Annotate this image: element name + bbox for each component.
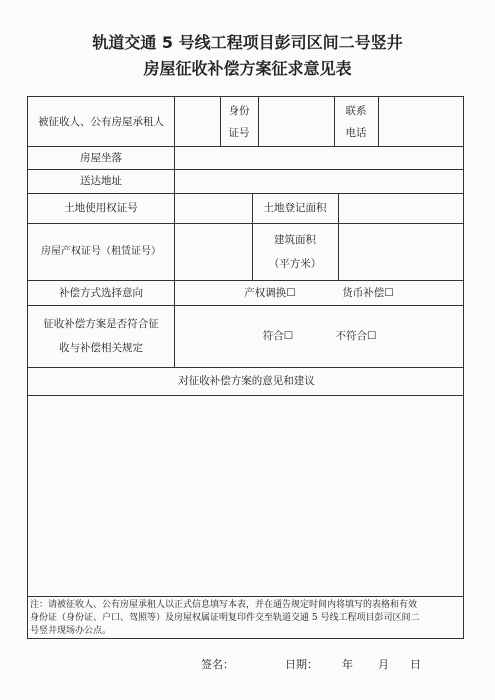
owner-label: 被征收人、公有房屋承租人 bbox=[38, 115, 164, 128]
land-area-label: 土地登记面积 bbox=[263, 202, 327, 214]
form-note bbox=[30, 599, 461, 638]
contact-label-line1: 联系 bbox=[345, 104, 367, 117]
land-cert-label: 土地使用权证号 bbox=[64, 202, 138, 214]
option-property-exchange[interactable]: 产权调换☐ bbox=[244, 286, 296, 299]
form-title-line1: 轨道交通 5 号线工程项目彭司区间二号竖井 bbox=[92, 33, 403, 52]
compliance-label-line1: 征收补偿方案是否符合征 bbox=[43, 318, 159, 330]
note-line1: 注：请被征收人、公有房屋承租人以正式信息填写本表，并在通告规定时间内将填写的表格和有效 bbox=[30, 600, 418, 610]
survey-form-table bbox=[27, 96, 464, 639]
phone-field[interactable] bbox=[378, 97, 465, 146]
note-line3: 号竖井现场办公点。 bbox=[30, 626, 112, 636]
option-compliant[interactable]: 符合☐ bbox=[262, 330, 294, 342]
form-title-line2: 房屋征收补偿方案征求意见表 bbox=[143, 59, 352, 78]
location-label: 房屋坐落 bbox=[80, 151, 122, 164]
month-label: 月 bbox=[378, 658, 389, 671]
day-label: 日 bbox=[410, 658, 421, 671]
land-cert-field[interactable] bbox=[174, 193, 252, 223]
land-area-field[interactable] bbox=[338, 193, 465, 223]
id-label-line1: 身份 bbox=[228, 104, 250, 117]
contact-label-line2: 电话 bbox=[345, 126, 367, 139]
location-field[interactable] bbox=[174, 146, 465, 169]
building-area-label-line1: 建筑面积 bbox=[274, 233, 316, 246]
opinion-header: 对征收补偿方案的意见和建议 bbox=[178, 375, 315, 387]
address-label: 送达地址 bbox=[80, 175, 122, 187]
id-number-field[interactable] bbox=[258, 97, 334, 146]
address-field[interactable] bbox=[174, 169, 465, 193]
signature-label: 签名： bbox=[201, 658, 234, 671]
building-area-field[interactable] bbox=[338, 223, 465, 280]
option-monetary[interactable]: 货币补偿☐ bbox=[342, 286, 394, 299]
note-line2: 身份证（身份证、户口、驾照等）及房屋权属证明复印件交至轨道交通 5 号线工程项目彭司区间二 bbox=[30, 613, 420, 623]
owner-name-field[interactable] bbox=[174, 97, 220, 146]
opinion-textarea[interactable] bbox=[28, 395, 465, 596]
house-cert-label: 房屋产权证号（租赁证号） bbox=[41, 245, 161, 257]
method-label: 补偿方式选择意向 bbox=[59, 286, 143, 299]
house-cert-field[interactable] bbox=[174, 223, 252, 280]
id-label-line2: 证号 bbox=[228, 126, 250, 139]
option-non-compliant[interactable]: 不符合☐ bbox=[335, 330, 377, 342]
building-area-label-line2: （平方米） bbox=[268, 257, 322, 270]
year-label: 年 bbox=[342, 658, 353, 671]
date-label: 日期： bbox=[285, 658, 318, 671]
compliance-label-line2: 收与补偿相关规定 bbox=[59, 342, 143, 354]
